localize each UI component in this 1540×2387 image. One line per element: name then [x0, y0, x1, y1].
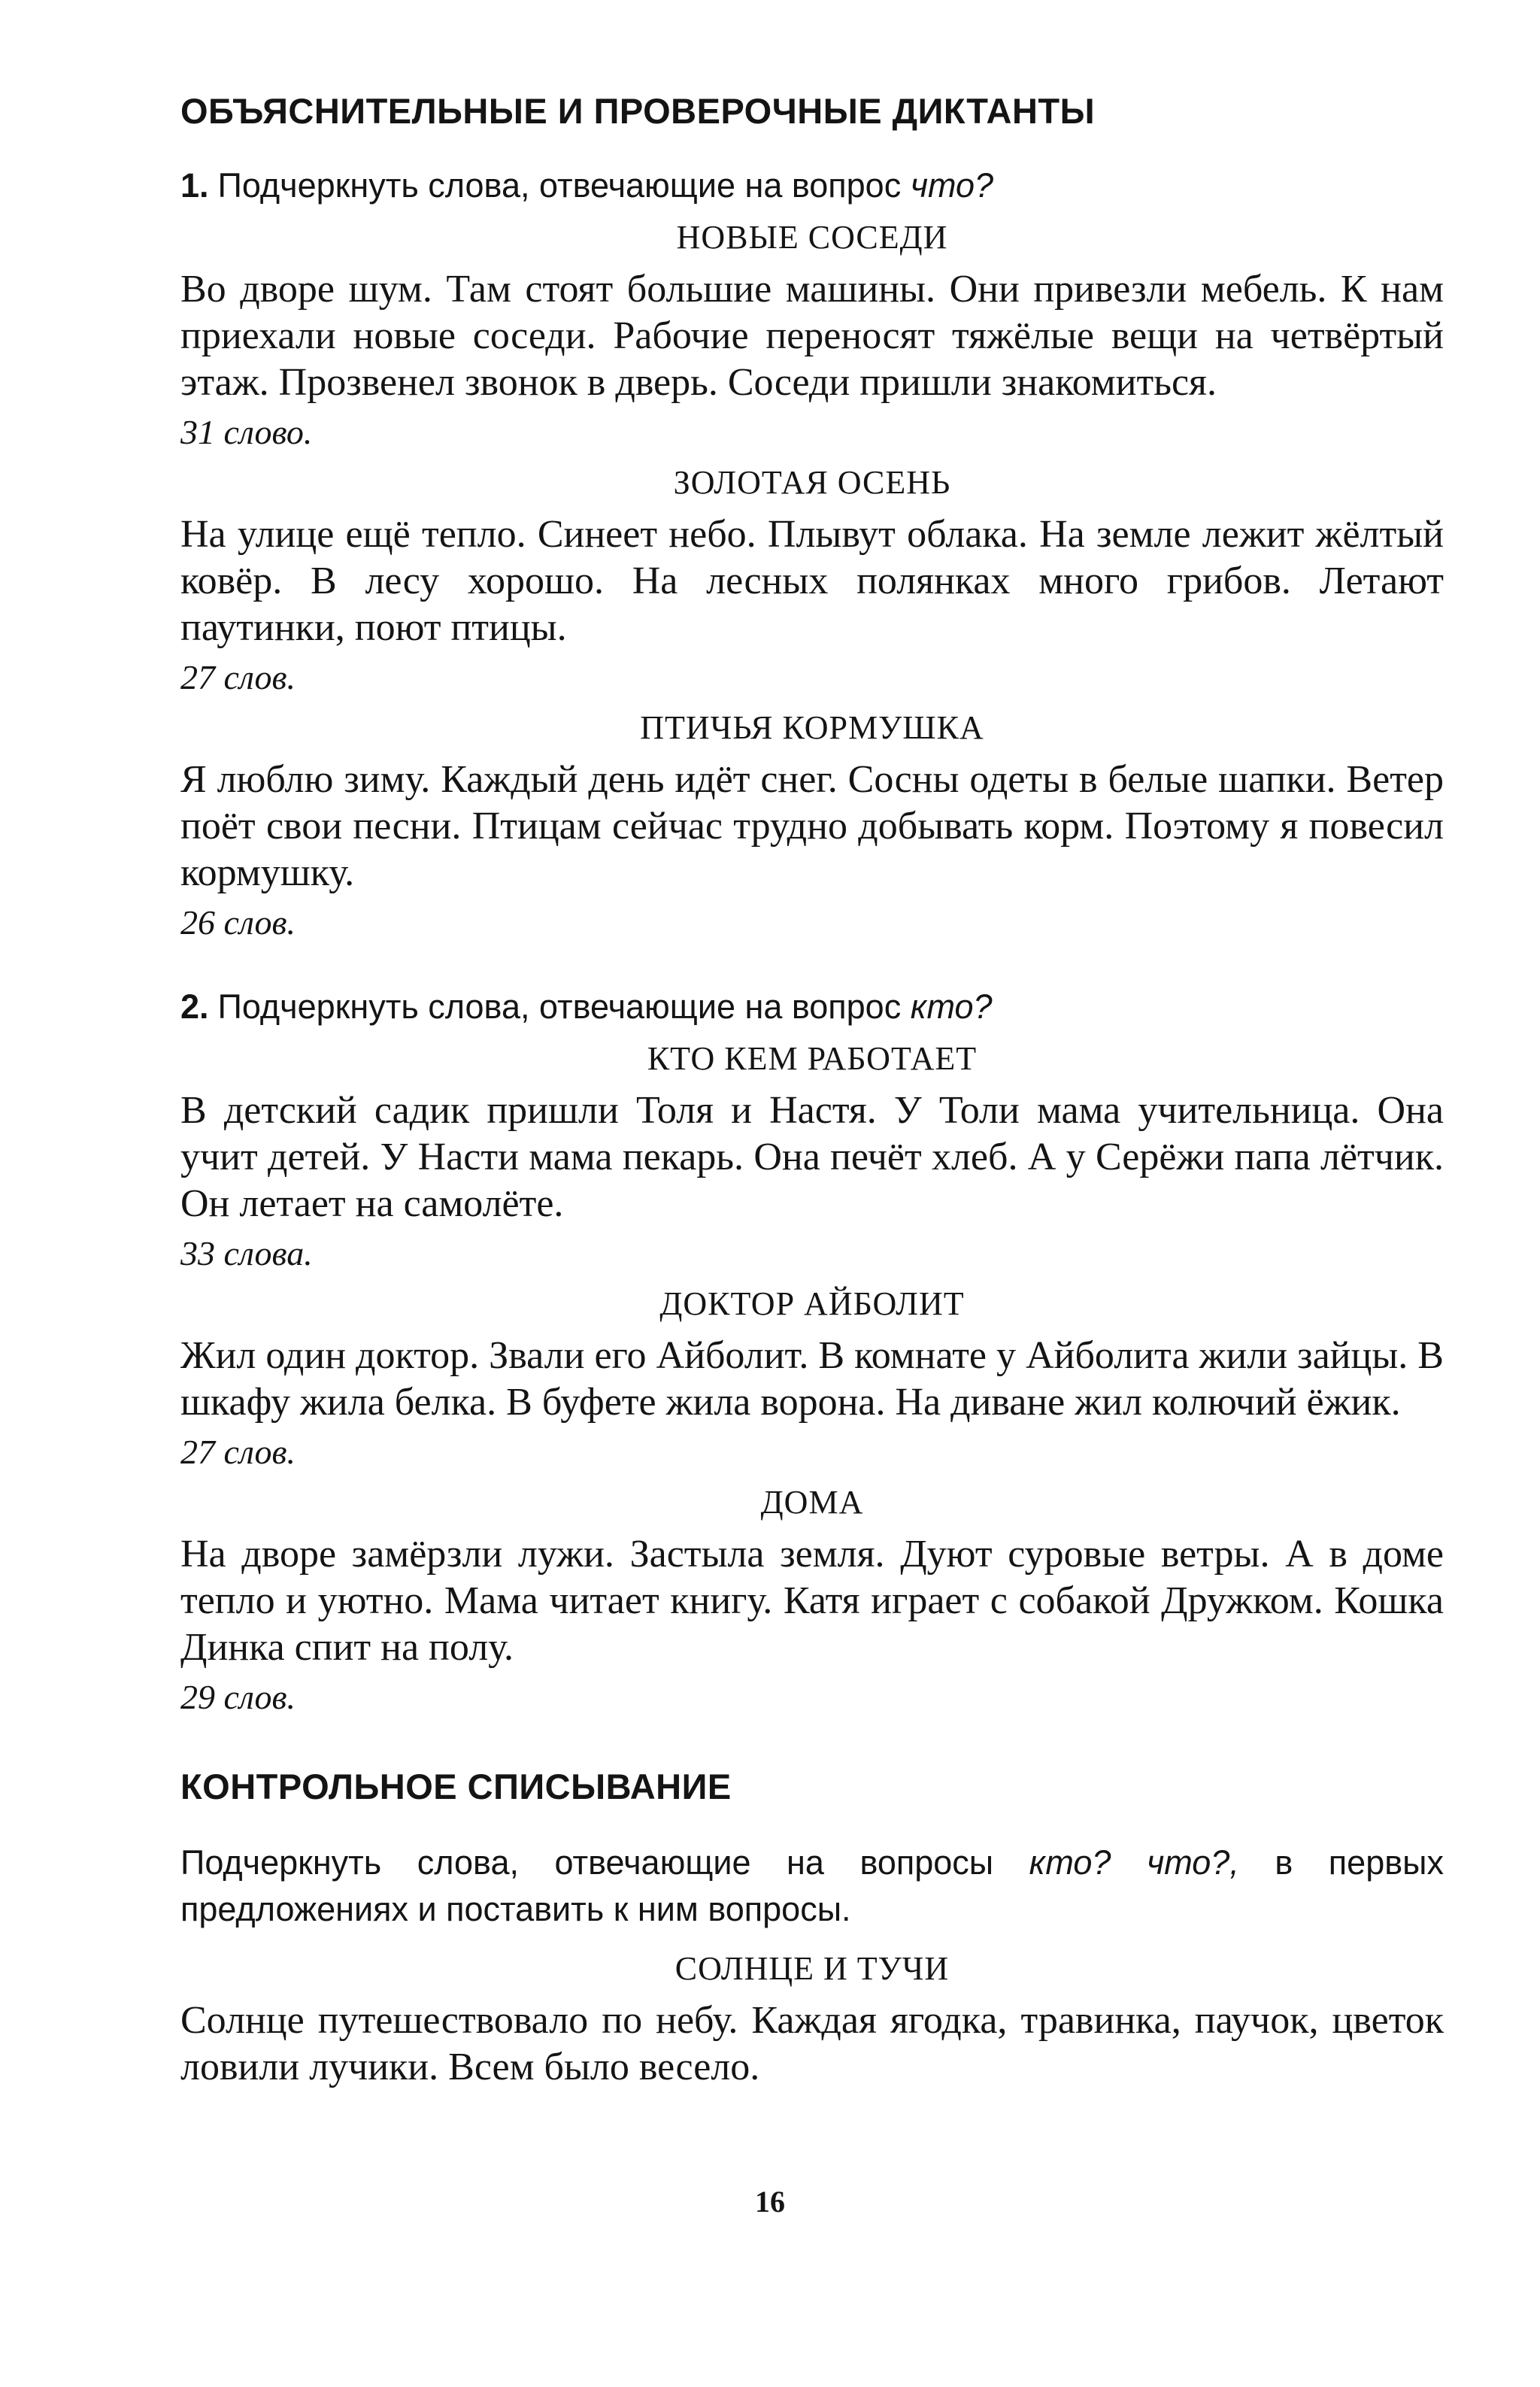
dictation-text: Я люблю зиму. Каждый день идёт снег. Сосны одеты в белые шапки. Ветер поёт свои песни. Птицам сейчас трудно добывать корм. Поэтому я повесил кормушку. — [180, 758, 1444, 894]
dictation-block-novye-sosedi — [180, 217, 1444, 457]
dictation-text: Во дворе шум. Там стоят большие машины. Они привезли мебель. К нам приехали новые соседи. Рабочие переносят тяжёлые вещи на четвёртый этаж. Прозвенел звонок в дверь. Соседи пришли знакомиться. — [180, 268, 1444, 404]
dictation-title: ЗОЛОТАЯ ОСЕНЬ — [673, 464, 951, 501]
control-instruction-suffix: в первых предложениях и поставить к ним вопросы. — [180, 1843, 1444, 1928]
control-text-title: СОЛНЦЕ И ТУЧИ — [675, 1950, 950, 1987]
word-count: 31 слово. — [180, 413, 313, 451]
dictation-text: На улице ещё тепло. Синеет небо. Плывут облака. На земле лежит жёлтый ковёр. В лесу хорошо. На лесных полянках много грибов. Летают паутинки, поют птицы. — [180, 513, 1444, 649]
dictation-block-ptichya-kormushka — [180, 707, 1444, 948]
word-count: 33 слова. — [180, 1234, 313, 1272]
task-2 — [180, 985, 1444, 1029]
task-2-question: кто? — [910, 987, 993, 1026]
task-1-text: Подчеркнуть слова, отвечающие на вопрос — [217, 166, 902, 205]
dictation-title: КТО КЕМ РАБОТАЕТ — [647, 1040, 978, 1077]
dictation-block-doma — [180, 1482, 1444, 1722]
dictation-block-kto-kem-rabotaet — [180, 1038, 1444, 1278]
task-2-text: Подчеркнуть слова, отвечающие на вопрос — [217, 987, 902, 1026]
control-instruction-text: Подчеркнуть слова, отвечающие на вопросы — [180, 1843, 994, 1882]
page-content — [180, 89, 1444, 2091]
dictation-block-zolotaya-osen — [180, 462, 1444, 702]
section-heading-dictations: ОБЪЯСНИТЕЛЬНЫЕ И ПРОВЕРОЧНЫЕ ДИКТАНТЫ — [180, 91, 1096, 131]
dictation-title: ПТИЧЬЯ КОРМУШКА — [640, 709, 984, 746]
word-count: 27 слов. — [180, 658, 296, 696]
dictation-title: НОВЫЕ СОСЕДИ — [676, 219, 948, 256]
dictation-block-doktor-aibolit — [180, 1283, 1444, 1477]
word-count: 26 слов. — [180, 903, 296, 942]
task-2-number: 2. — [180, 987, 209, 1026]
dictation-title: ДОКТОР АЙБОЛИТ — [659, 1285, 965, 1322]
task-1-number: 1. — [180, 166, 209, 205]
word-count: 27 слов. — [180, 1433, 296, 1471]
dictation-text: В детский садик пришли Толя и Настя. У Толи мама учительница. Она учит детей. У Насти мама пекарь. Она печёт хлеб. А у Серёжи папа лётчик. Он летает на самолёте. — [180, 1089, 1444, 1225]
control-instruction-questions: кто? что?, — [1029, 1843, 1239, 1882]
page-number: 16 — [755, 2185, 785, 2219]
dictation-text: На дворе замёрзли лужи. Застыла земля. Дуют суровые ветры. А в доме тепло и уютно. Мама читает книгу. Катя играет с собакой Дружком. Кошка Динка спит на полу. — [180, 1533, 1444, 1669]
task-1-question: что? — [910, 166, 994, 205]
control-text-body: Солнце путешествовало по небу. Каждая ягодка, травинка, паучок, цветок ловили лучики. Всем было весело. — [180, 1999, 1444, 2088]
word-count: 29 слов. — [180, 1678, 296, 1716]
dictation-text: Жил один доктор. Звали его Айболит. В комнате у Айболита жили зайцы. В шкафу жила белка. В буфете жила ворона. На диване жил колючий ёжик. — [180, 1334, 1444, 1424]
section-heading-control: КОНТРОЛЬНОЕ СПИСЫВАНИЕ — [180, 1767, 732, 1806]
control-text-block — [180, 1948, 1444, 2091]
task-1 — [180, 164, 1444, 208]
dictation-title: ДОМА — [760, 1484, 864, 1521]
control-instruction — [180, 1840, 1444, 1933]
